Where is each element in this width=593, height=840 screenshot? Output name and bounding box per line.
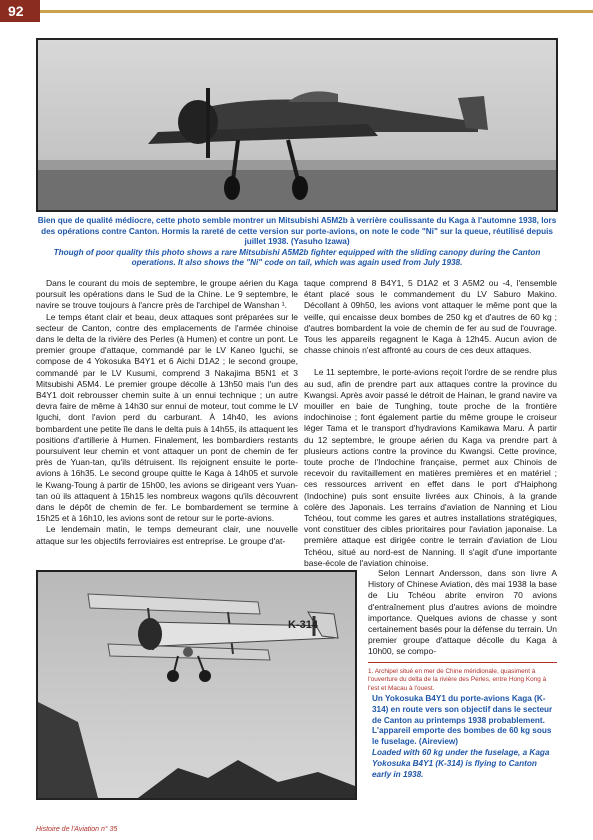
footer-magazine: Histoire de l'Aviation n° 35	[36, 826, 118, 833]
footnote-rule	[368, 662, 557, 663]
paragraph: Selon Lennart Andersson, dans son livre A History of Chinese Aviation, dès mai 1938 la base de Liu Tchéou abrite environ 70 avions d'entraînement plus d'autres avions de moindre importance. Quelques avions de chasse y sont certainement basés pour la défense du terrain. Un premier groupe d'attaque décolle du Kaga à 10h00, se compo-	[368, 568, 558, 657]
photo-b4y1-biplane	[36, 570, 357, 800]
photo2-caption-en: Loaded with 60 kg under the fuselage, a Kaga Yokosuka B4Y1 (K-314) is flying to Canton early in 1938.	[372, 747, 550, 779]
paragraph: Le 11 septembre, le porte-avions reçoit l'ordre de se rendre plus au sud, afin de prendre part aux attaques contre la province du Kwangsi. Après avoir passé le détroit de Hainan, le grand navire va mouiller en baie de Tunghing, toute proche de la frontière indochinoise ; font également partie du même groupe le croiseur léger Tama et le transport d'hydravions Kamikawa Maru. À partir du 12 septembre, le groupe aérien du Kaga va prendre part à plusieurs actions contre la province du Kwangsi. Cette province, toute proche de l'Indochine française, permet aux Chinois de recevoir du ravitaillement en matières premières et en matériel ; ces ressources arrivent en effet dans le port d'Haiphong (Indochine) puis sont ensuite livrées aux Chinois, à la grande colère des Japonais. Les terrains d'aviation de Nanning et Liou Tchéou, tout comme les gares et autres installations stratégiques, vont constituer des cibles prioritaires pour l'aviation japonaise. La première attaque est dirigée contre le terrain d'aviation de Liou Tchéou, situé au nord-est de Nanning. Il s'agit d'une importante base-école de l'aviation chinoise.	[304, 367, 557, 568]
text-column-1	[36, 278, 298, 547]
paragraph: Le lendemain matin, le temps demeurant clair, une nouvelle attaque sur les objectifs ferroviaires est entreprise. Le groupe d'at-	[36, 524, 298, 546]
text-column-3	[368, 568, 557, 658]
photo-a5m2b-fighter	[36, 38, 558, 212]
photo2-caption-fr: Un Yokosuka B4Y1 du porte-avions Kaga (K-314) en route vers son objectif dans le secteur de Canton au printemps 1938 probablement. L'appareil emporte des bombes de 60 kg sous le fuselage. (Aireview)	[372, 694, 553, 747]
a5m2b-photo-image	[38, 40, 556, 210]
header-rule	[40, 10, 593, 13]
photo1-caption-fr: Bien que de qualité médiocre, cette photo semble montrer un Mitsubishi A5M2b à verrière coulissante du Kaga à l'automne 1938, lors des opérations contre Canton. Hormis la rareté de cette version sur porte-avions, on note le code "Ni" sur la queue, réutilisé depuis juillet 1938. (Yasuho Izawa)	[37, 216, 557, 247]
footnote: 1. Archipel situé en mer de Chine méridionale, quasiment à l'ouverture du delta de la rivière des Perles, entre Hong Kong à l'est et Macau à l'ouest.	[368, 668, 547, 692]
text-column-2	[304, 278, 557, 569]
photo1-caption	[36, 216, 558, 269]
paragraph: Dans le courant du mois de septembre, le groupe aérien du Kaga poursuit les opérations dans le Sud de la Chine. Le 9 septembre, le navire se trouve toujours à l'ancre près de l'archipel de Wanshan ¹.	[36, 278, 298, 311]
paragraph: taque comprend 8 B4Y1, 5 D1A2 et 3 A5M2 ou -4, l'ensemble étant placé sous le commandement du LV Saburo Makino. Décollant à 09h50, les avions vont attaquer le même pont que la veille, qui encaisse deux bombes de 250 kg et d'autres de 60 kg ; d'autres bombardent la voie de chemin de fer au sud de l'ouvrage. Tous les appareils regagnent le Kaga à 12h45. Aucun avion de chasse chinois n'est affronté au cours de ces deux attaques.	[304, 278, 557, 356]
aircraft-code: K-314	[288, 619, 318, 631]
b4y1-photo-image	[38, 572, 355, 798]
page-number: 92	[0, 0, 40, 22]
photo2-caption	[372, 694, 557, 780]
photo1-caption-en: Though of poor quality this photo shows a rare Mitsubishi A5M2b fighter equipped with the sliding canopy during the Canton operations. It also shows the "Ni" code on tail, which was again used from July 1938.	[53, 247, 541, 268]
paragraph: Le temps étant clair et beau, deux attaques sont préparées sur le secteur de Canton, contre des emplacements de l'armée chinoise dans le delta de la rivière des Perles (à Humen) et contre un pont. Le premier groupe d'attaque, commandé par le LV Kaneo Iguchi, se compose de 4 Yokosuka B4Y1 et 6 Aichi D1A2 ; le second groupe, commandé par le LV Kusumi, comprend 3 Nakajima B5N1 et 3 Mitsubishi A5M4. Le premier groupe décolle à 13h50 mais l'un des B4Y1 doit rebrousser chemin suite à un ennui technique ; un autre devra faire de même à 14h30 sur ennui de moteur, tout comme le LV Iguchi, dont l'avion perd du carburant. À 14h40, les avions bombardent une petite île dans le delta puis à 14h55, ils attaquent les positions d'artillerie à Humen. Finalement, les bombardiers restants poursuivent leur chemin et vont attaquer un pont de chemin de fer près de Yuan-tan, qu'ils détruisent. Ils rejoignent ensuite le porte-avions à 16h35. Le second groupe quitte le Kaga à 14h05 et survole le Kwang-Toung à partir de 15h00, les avions se dirigeant vers Yuan-tan où ils attaquent à 15h15 les nombreux wagons qu'ils découvrent dans le dépôt de chemin de fer. Le bombardement se termine à 15h25 et à 16h10, les avions sont de retour sur le porte-avions.	[36, 311, 298, 524]
